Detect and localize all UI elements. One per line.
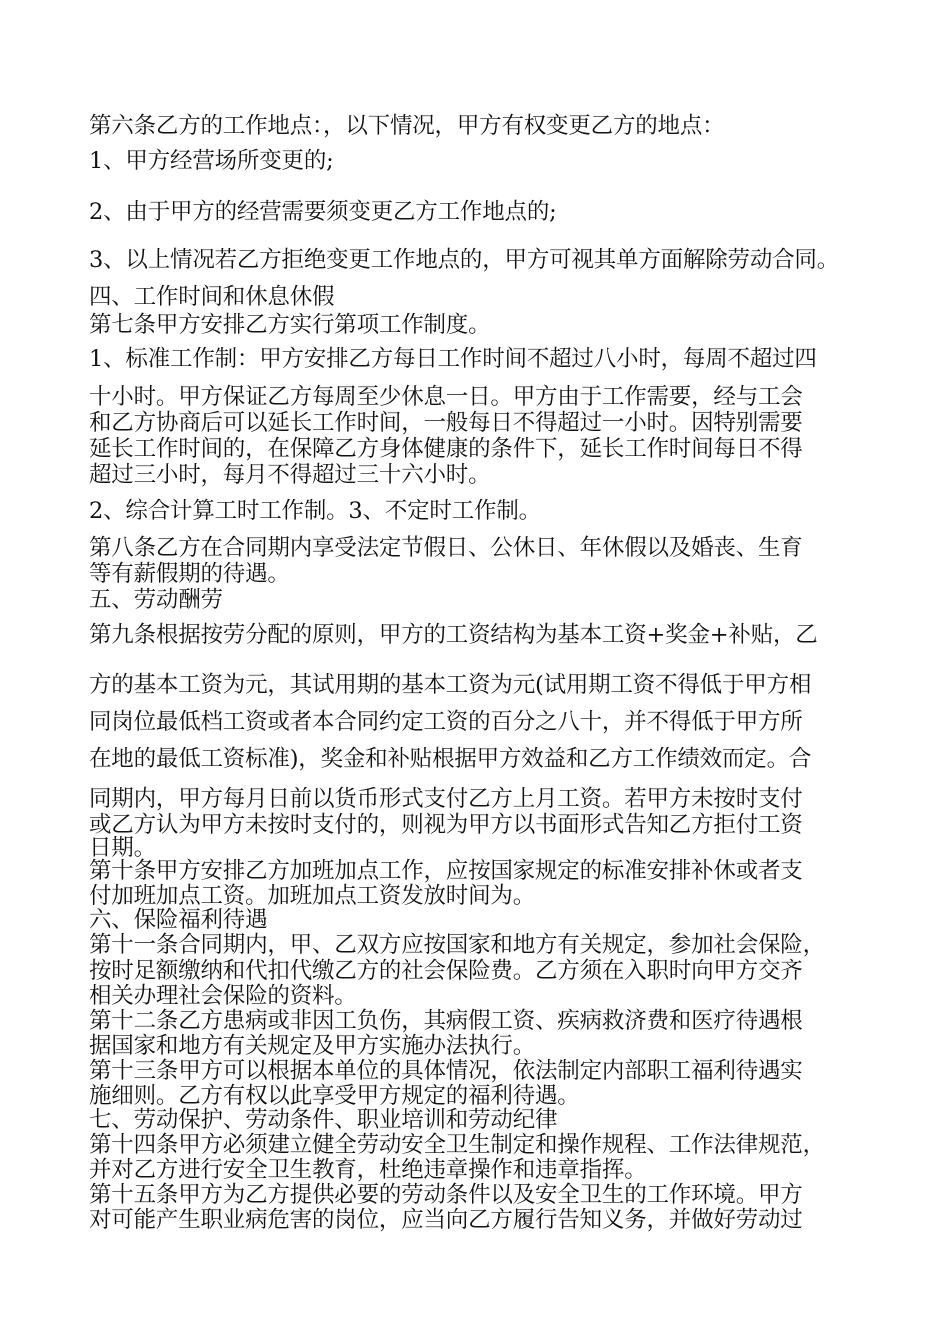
text-line: 或乙方认为甲方未按时支付的，则视为甲方以书面形式告知乙方拒付工资 [89, 812, 803, 838]
text-line: 第七条甲方安排乙方实行第项工作制度。 [89, 312, 491, 338]
text-line: 方的基本工资为元，其试用期的基本工资为元(试用期工资不得低于甲方相 [89, 672, 812, 698]
text-line: 延长工作时间的，在保障乙方身体健康的条件下，延长工作时间每日不得 [89, 436, 803, 462]
text-line: 第十二条乙方患病或非因工负伤，其病假工资、疾病救济费和医疗待遇根 [89, 1008, 803, 1034]
text-line: 在地的最低工资标准)，奖金和补贴根据甲方效益和乙方工作绩效而定。合 [89, 746, 812, 772]
text-line: 第十条甲方安排乙方加班加点工作，应按国家规定的标准安排补休或者支 [89, 858, 803, 884]
text-line: 付加班加点工资。加班加点工资发放时间为。 [89, 883, 536, 909]
text-line: 3、以上情况若乙方拒绝变更工作地点的，甲方可视其单方面解除劳动合同。 [89, 247, 840, 273]
text-line: 1、甲方经营场所变更的; [89, 148, 334, 174]
text-line: 同期内，甲方每月日前以货币形式支付乙方上月工资。若甲方未按时支付 [89, 786, 803, 812]
text-line: 等有薪假期的待遇。 [89, 561, 290, 587]
text-line: 2、综合计算工时工作制。3、不定时工作制。 [89, 498, 541, 524]
text-line: 第十五条甲方为乙方提供必要的劳动条件以及安全卫生的工作环境。甲方 [89, 1182, 803, 1208]
text-line: 第十三条甲方可以根据本单位的具体情况，依法制定内部职工福利待遇实 [89, 1058, 803, 1084]
text-line: 相关办理社会保险的资料。 [89, 983, 357, 1009]
section-heading: 七、劳动保护、劳动条件、职业培训和劳动纪律 [89, 1107, 558, 1133]
text-line: 第八条乙方在合同期内享受法定节假日、公休日、年休假以及婚丧、生育 [89, 535, 803, 561]
text-line: 1、标准工作制：甲方安排乙方每日工作时间不超过八小时，每周不超过四 [89, 346, 817, 372]
section-heading: 四、工作时间和休息休假 [89, 284, 335, 310]
text-line: 2、由于甲方的经营需要须变更乙方工作地点的; [89, 199, 557, 225]
text-line: 第六条乙方的工作地点：，以下情况，甲方有权变更乙方的地点： [89, 113, 725, 139]
text-line: 超过三小时，每月不得超过三十六小时。 [89, 462, 491, 488]
section-heading: 五、劳动酬劳 [89, 587, 223, 613]
text-line: 日期。 [89, 835, 156, 861]
text-line: 按时足额缴纳和代扣代缴乙方的社会保险费。乙方须在入职时向甲方交齐 [89, 958, 803, 984]
text-line: 施细则。乙方有权以此享受甲方规定的福利待遇。 [89, 1083, 580, 1109]
text-line: 十小时。甲方保证乙方每周至少休息一日。甲方由于工作需要，经与工会 [89, 384, 803, 410]
text-line: 第九条根据按劳分配的原则，甲方的工资结构为基本工资+奖金+补贴，乙 [89, 622, 818, 648]
section-heading: 六、保险福利待遇 [89, 907, 268, 933]
text-line: 和乙方协商后可以延长工作时间，一般每日不得超过一小时。因特别需要 [89, 410, 803, 436]
text-line: 第十四条甲方必须建立健全劳动安全卫生制定和操作规程、工作法律规范， [89, 1132, 825, 1158]
text-line: 第十一条合同期内，甲、乙双方应按国家和地方有关规定，参加社会保险， [89, 932, 825, 958]
text-line: 据国家和地方有关规定及甲方实施办法执行。 [89, 1033, 536, 1059]
text-line: 并对乙方进行安全卫生教育，杜绝违章操作和违章指挥。 [89, 1157, 647, 1183]
text-line: 同岗位最低档工资或者本合同约定工资的百分之八十，并不得低于甲方所 [89, 709, 803, 735]
text-line: 对可能产生职业病危害的岗位，应当向乙方履行告知义务，并做好劳动过 [89, 1207, 803, 1233]
